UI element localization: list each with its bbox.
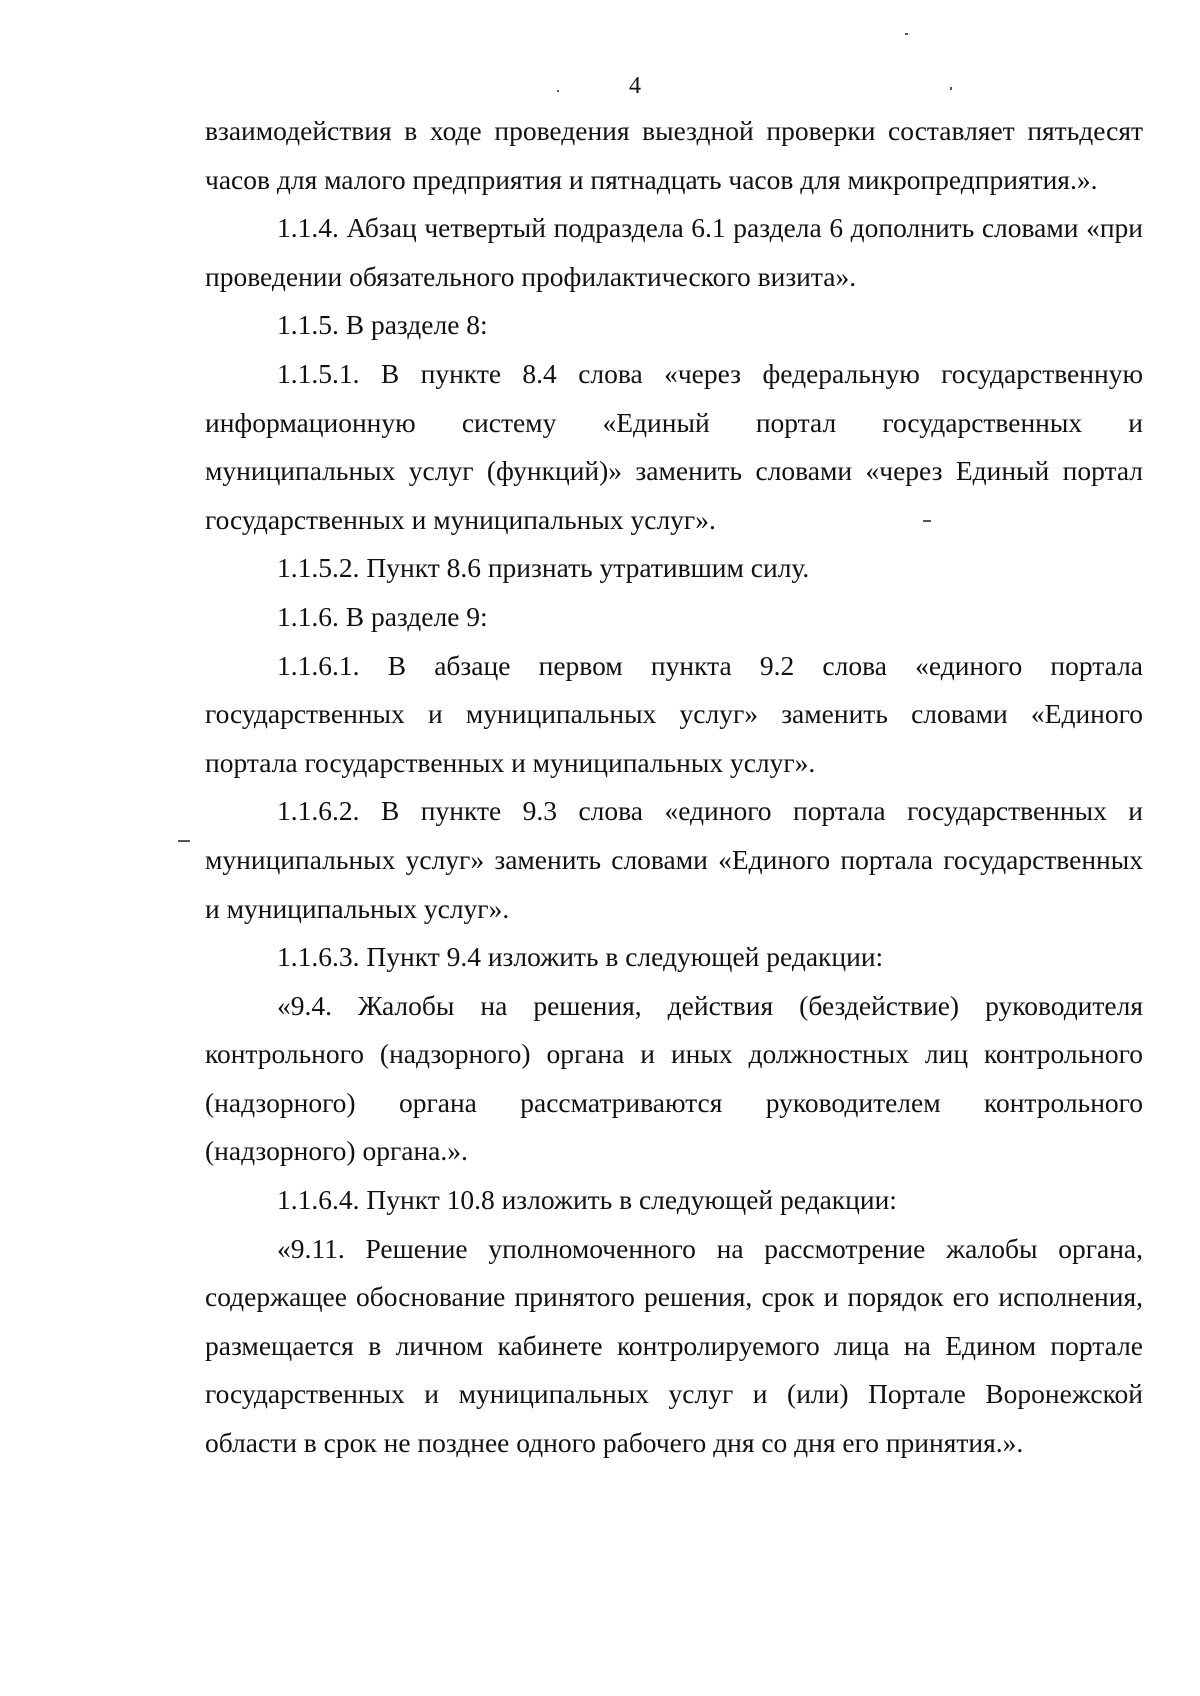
- paragraph-1-1-6-2: 1.1.6.2. В пункте 9.3 слова «единого портала государственных и муниципальных услуг» заменить словами «Единого портала государственных и муниципальных услуг».: [205, 795, 1143, 924]
- paragraph-9-4: «9.4. Жалобы на решения, действия (бездействие) руководителя контрольного (надзорного) органа и иных должностных лиц контрольного (надзорного) органа рассматриваются руководителем контрольного (надзорного) органа.».: [205, 989, 1143, 1167]
- paragraph-1-1-5-2: 1.1.5.2. Пункт 8.6 признать утратившим силу.: [277, 552, 810, 584]
- paragraph-1-1-5-1: 1.1.5.1. В пункте 8.4 слова «через федеральную государственную информационную систему «Единый портал государственных и муниципальных услуг (функций)» заменить словами «через Единый портал государственных и муниципальных услуг».: [205, 357, 1143, 535]
- paragraph-1-1-6: 1.1.6. В разделе 9:: [277, 600, 488, 632]
- paragraph-1-1-4: 1.1.4. Абзац четвертый подраздела 6.1 раздела 6 дополнить словами «при проведении обязательного профилактического визита».: [205, 212, 1143, 292]
- paragraph-1-1-5: 1.1.5. В разделе 8:: [277, 309, 488, 341]
- document-body: [205, 107, 1143, 1468]
- paragraph-1-1-6-3: 1.1.6.3. Пункт 9.4 изложить в следующей редакции:: [277, 941, 884, 973]
- paragraph-9-11: «9.11. Решение уполномоченного на рассмотрение жалобы органа, содержащее обоснование принятого решения, срок и порядок его исполнения, размещается в личном кабинете контролируемого лица на Едином портале государственных и муниципальных услуг и (или) Портале Воронежской области в срок не позднее одного рабочего дня со дня его принятия.».: [205, 1232, 1143, 1459]
- page-number: 4: [629, 73, 641, 99]
- scan-speck: [557, 90, 559, 92]
- scan-speck: [178, 840, 190, 842]
- paragraph-1-1-6-4: 1.1.6.4. Пункт 10.8 изложить в следующей редакции:: [277, 1184, 897, 1216]
- scan-speck: [950, 87, 952, 90]
- paragraph-1-1-6-1: 1.1.6.1. В абзаце первом пункта 9.2 слова «единого портала государственных и муниципальных услуг» заменить словами «Единого портала государственных и муниципальных услуг».: [205, 649, 1143, 778]
- paragraph-continuation: взаимодействия в ходе проведения выездной проверки составляет пятьдесят часов для малого предприятия и пятнадцать часов для микропредприятия.».: [205, 115, 1143, 195]
- scan-speck: [905, 33, 908, 35]
